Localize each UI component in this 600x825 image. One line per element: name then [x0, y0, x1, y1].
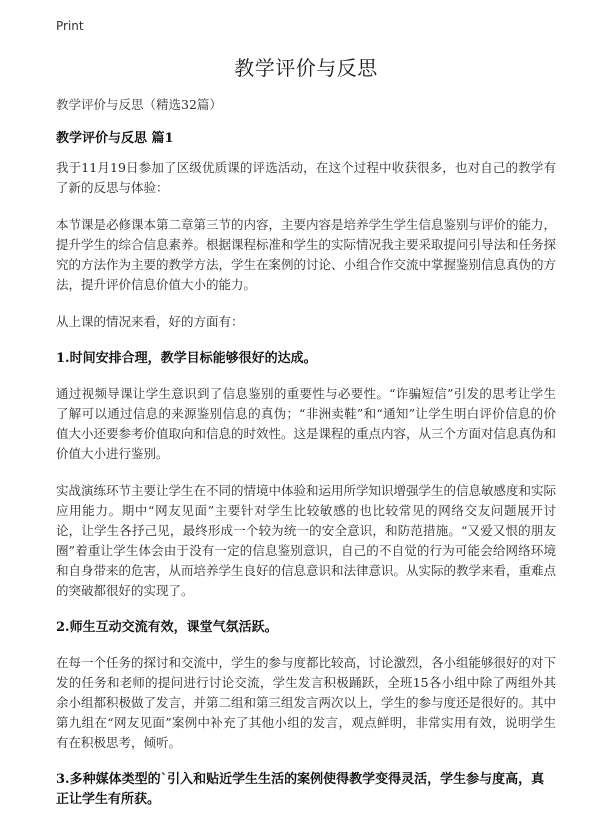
good-points-paragraph: 从上课的情况来看，好的方面有：	[56, 314, 244, 329]
point-1-paragraph-a: 通过视频导课让学生意识到了信息鉴别的重要性与必要性。“诈骗短信”引发的思考让学生了解可以通过信息的来源鉴别信息的真伪；“非洲卖鞋”和“通知”让学生明白评价信息的价值大小还要参考价值取向和信息的时效性。这是课程的重点内容，从三个方面对信息真伪和价值大小进行鉴别。	[56, 386, 557, 461]
point-1-heading: 1.时间安排合理，教学目标能够很好的达成。	[56, 351, 317, 366]
page-title: 教学评价与反思	[234, 56, 378, 80]
lesson-paragraph: 本节课是必修课本第二章第三节的内容，主要内容是培养学生学生信息鉴别与评价的能力，提升学生的综合信息素养。根据课程标准和学生的实际情况我主要采取提问引导法和任务探究的方法作为主要的教学方法，学生在案例的讨论、小组合作交流中掌握鉴别信息真伪的方法，提升评价信息价值大小的能力。	[56, 217, 557, 292]
point-1-paragraph-b: 实战演练环节主要让学生在不同的情境中体验和运用所学知识增强学生的信息敏感度和实际应用能力。期中“网友见面”主要针对学生比较敏感的也比较常见的网络交友问题展开讨论，让学生各抒己见，最终形成一个较为统一的安全意识，和防范措施。“又爱又恨的朋友圈”着重让学生体会由于没有一定的信息鉴别意识，自己的不自觉的行为可能会给网络环境和自身带来的危害，从而培养学生良好的信息意识和法律意识。从实际的教学来看，重难点的突破都很好的实现了。	[56, 483, 557, 598]
point-2-heading: 2.师生互动交流有效，课堂气氛活跃。	[56, 620, 278, 635]
point-2-paragraph: 在每一个任务的探讨和交流中，学生的参与度都比较高，讨论激烈，各小组能够很好的对下发的任务和老师的提问进行讨论交流，学生发言积极踊跃，全班15各小组中除了两组外其余小组都积极做了发言，并第二组和第三组发言两次以上，学生的参与度还是很好的。其中第九组在“网友见面”案例中补充了其他小组的发言，观点鲜明，非常实用有效，说明学生有在积极思考，倾听。	[56, 655, 557, 750]
document-body	[56, 52, 556, 825]
section-heading: 教学评价与反思 篇1	[56, 131, 174, 146]
document-subtitle: 教学评价与反思（精选32篇）	[56, 97, 222, 112]
print-link[interactable]: Print	[56, 19, 84, 33]
intro-paragraph: 我于11月19日参加了区级优质课的评选活动，在这个过程中收获很多，也对自己的教学有了新的反思与体验：	[56, 160, 556, 195]
point-3-heading: 3.多种媒体类型的`引入和贴近学生生活的案例使得教学变得灵活，学生参与度高，真正让学生有所获。	[56, 772, 545, 807]
